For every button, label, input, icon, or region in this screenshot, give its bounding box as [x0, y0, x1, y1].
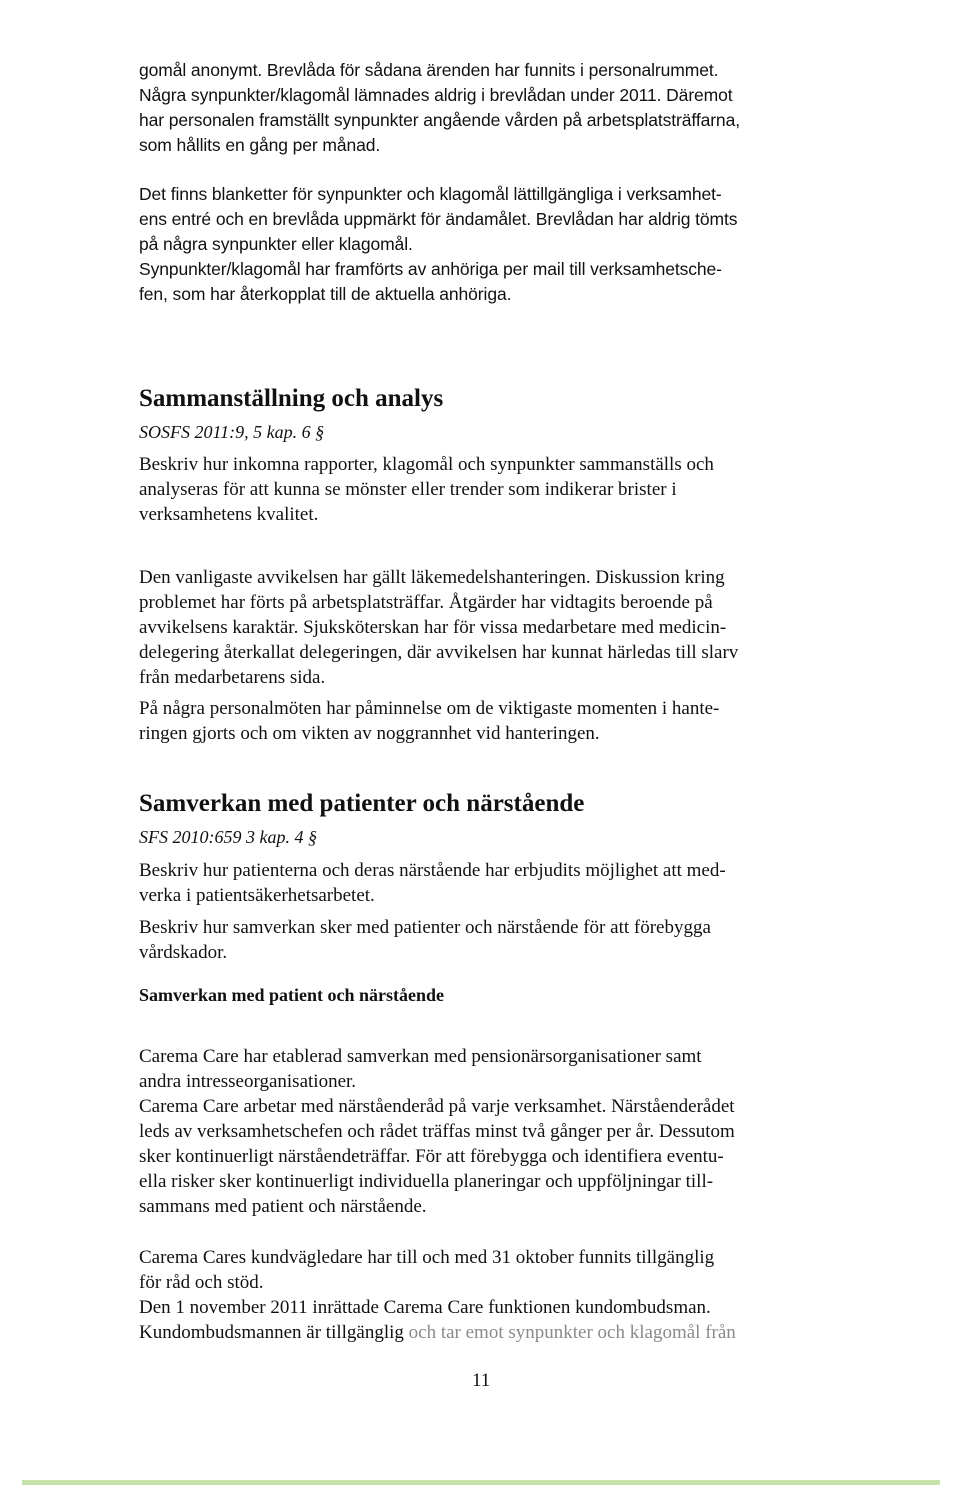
- text-line: från medarbetarens sida.: [139, 667, 326, 688]
- text-line: Beskriv hur patienterna och deras närstående har erbjudits möjlighet att med-: [139, 860, 726, 881]
- text-line: Det finns blanketter för synpunkter och klagomål lättillgängliga i verksamhet-: [139, 184, 722, 204]
- legal-reference: SFS 2010:659 3 kap. 4 §: [139, 827, 317, 847]
- text-line: avvikelsens karaktär. Sjuksköterskan har för vissa medarbetare med medicin-: [139, 617, 727, 638]
- text-line: Carema Care har etablerad samverkan med pensionärsorganisationer samt: [139, 1046, 702, 1067]
- text-line: på några synpunkter eller klagomål.: [139, 234, 413, 254]
- text-line: Den 1 november 2011 inrättade Carema Care funktionen kundombudsman.: [139, 1297, 711, 1318]
- subheading: Samverkan med patient och närstående: [139, 985, 444, 1005]
- text-line: ella risker sker kontinuerligt individuella planeringar och uppföljningar till-: [139, 1171, 714, 1192]
- faded-text-segment: och tar emot synpunkter och klagomål från: [403, 1322, 736, 1343]
- text-line: Synpunkter/klagomål har framförts av anhöriga per mail till verksamhetsche-: [139, 259, 722, 279]
- text-line: sammans med patient och närstående.: [139, 1196, 427, 1217]
- section-heading: Samverkan med patienter och närstående: [139, 790, 585, 817]
- text-line: Carema Care arbetar med närståenderåd på varje verksamhet. Närståenderådet: [139, 1096, 735, 1117]
- text-line: vårdskador.: [139, 942, 228, 963]
- legal-reference: SOSFS 2011:9, 5 kap. 6 §: [139, 422, 325, 442]
- text-line: verka i patientsäkerhetsarbetet.: [139, 885, 375, 906]
- text-line: sker kontinuerligt närståendeträffar. För att förebygga och identifiera eventu-: [139, 1146, 724, 1167]
- text-line: problemet har förts på arbetsplatsträffar. Åtgärder har vidtagits beroende på: [139, 592, 713, 613]
- text-line: som hållits en gång per månad.: [139, 135, 381, 155]
- text-line: analyseras för att kunna se mönster eller trender som indikerar brister i: [139, 479, 677, 500]
- paragraph-feedback: [139, 182, 829, 307]
- page-number: 11: [472, 1370, 491, 1391]
- text-line: Carema Cares kundvägledare har till och med 31 oktober funnits tillgänglig: [139, 1247, 715, 1268]
- text-line: Beskriv hur samverkan sker med patienter och närstående för att förebygga: [139, 917, 711, 938]
- text-line: gomål anonymt. Brevlåda för sådana ärenden har funnits i personalrummet.: [139, 60, 719, 80]
- text-line: På några personalmöten har påminnelse om de viktigaste momenten i hante-: [139, 698, 720, 719]
- text-line: andra intresseorganisationer.: [139, 1071, 357, 1092]
- text-line: ens entré och en brevlåda uppmärkt för ändamålet. Brevlådan har aldrig tömts: [139, 209, 738, 229]
- text-line: för råd och stöd.: [139, 1272, 264, 1293]
- text-line: Beskriv hur inkomna rapporter, klagomål och synpunkter sammanställs och: [139, 454, 714, 475]
- paragraph-deviations: [139, 565, 829, 690]
- text-line: fen, som har återkopplat till de aktuella anhöriga.: [139, 284, 512, 304]
- paragraph-ombudsman: [139, 1245, 829, 1345]
- section-instruction: [139, 452, 829, 527]
- text-line: Den vanligaste avvikelsen har gällt läkemedelshanteringen. Diskussion kring: [139, 567, 725, 588]
- text-line: delegering återkallat delegeringen, där avvikelsen har kunnat härledas till slarv: [139, 642, 739, 663]
- section-instruction: [139, 858, 829, 908]
- section-instruction: [139, 915, 829, 965]
- paragraph-intro: [139, 58, 829, 158]
- text-line: verksamhetens kvalitet.: [139, 504, 319, 525]
- text-line: ringen gjorts och om vikten av noggrannhet vid hanteringen.: [139, 723, 600, 744]
- text-line: [139, 1320, 829, 1345]
- text-line: har personalen framställt synpunkter angående vården på arbetsplatsträffarna,: [139, 110, 740, 130]
- text-line: leds av verksamhetschefen och rådet träffas minst två gånger per år. Dessutom: [139, 1121, 735, 1142]
- text-segment: Kundombudsmannen är tillgänglig: [139, 1322, 404, 1343]
- paragraph-reminders: [139, 696, 829, 746]
- footer-rule: [22, 1480, 940, 1485]
- text-line: Några synpunkter/klagomål lämnades aldrig i brevlådan under 2011. Däremot: [139, 85, 733, 105]
- paragraph-collaboration: [139, 1044, 829, 1219]
- section-heading: Sammanställning och analys: [139, 385, 444, 412]
